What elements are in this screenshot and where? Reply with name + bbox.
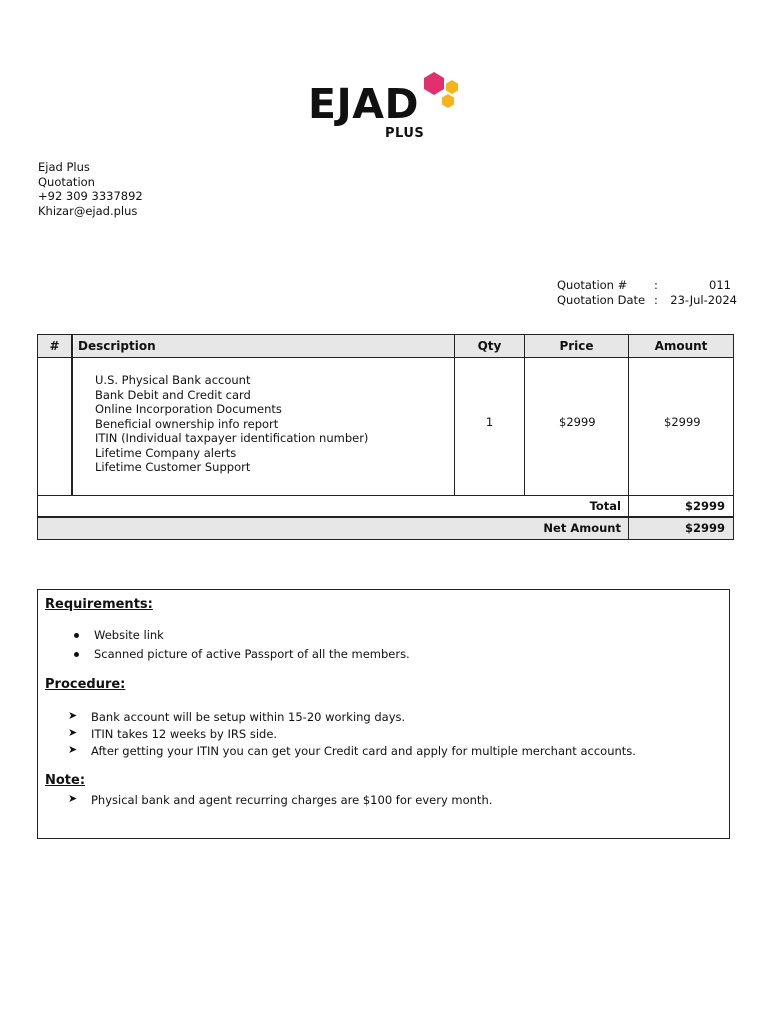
item-price: $2999 bbox=[559, 415, 596, 429]
company-name: Ejad Plus bbox=[38, 160, 90, 174]
procedure-title: Procedure: bbox=[45, 677, 126, 692]
items-table bbox=[37, 334, 734, 540]
note-title: Note: bbox=[45, 773, 86, 788]
quotation-number: 011 bbox=[709, 278, 731, 292]
company-logo bbox=[306, 70, 466, 144]
list-item: Online Incorporation Documents bbox=[95, 402, 282, 416]
list-item: Lifetime Customer Support bbox=[95, 460, 251, 474]
total-value: $2999 bbox=[684, 499, 725, 513]
logo-wordmark: EJAD bbox=[308, 80, 420, 128]
list-item: U.S. Physical Bank account bbox=[95, 373, 251, 387]
header-number: # bbox=[38, 335, 71, 357]
list-item: Beneficial ownership info report bbox=[95, 416, 279, 431]
colon-separator: : bbox=[654, 292, 658, 307]
arrow-bullet-icon: ➤ bbox=[68, 726, 78, 739]
requirement-item: Scanned picture of active Passport of all the members. bbox=[94, 647, 410, 661]
header-qty: Qty bbox=[455, 335, 524, 357]
colon-separator: : bbox=[654, 278, 658, 292]
header-price: Price bbox=[525, 335, 628, 357]
header-amount: Amount bbox=[629, 335, 733, 357]
bullet-icon bbox=[74, 652, 79, 657]
company-email: Khizar@ejad.plus bbox=[38, 203, 138, 218]
quotation-date-label: Quotation Date bbox=[557, 292, 646, 307]
bullet-icon bbox=[74, 633, 79, 638]
description-list bbox=[95, 373, 368, 475]
procedure-item: Bank account will be setup within 15-20 working days. bbox=[91, 710, 406, 724]
header-description: Description bbox=[74, 335, 458, 357]
net-amount-value: $2999 bbox=[684, 521, 725, 535]
arrow-bullet-icon: ➤ bbox=[68, 792, 78, 805]
list-item: Lifetime Company alerts bbox=[95, 445, 237, 460]
quotation-number-row bbox=[557, 278, 737, 293]
net-amount-label: Net Amount bbox=[543, 521, 621, 535]
procedure-item: After getting your ITIN you can get your Credit card and apply for multiple merchant accounts. bbox=[91, 744, 636, 758]
procedure-item: ITIN takes 12 weeks by IRS side. bbox=[91, 727, 278, 741]
logo-subtitle: PLUS bbox=[385, 126, 425, 141]
company-phone: +92 309 3337892 bbox=[38, 189, 143, 203]
list-item: Bank Debit and Credit card bbox=[95, 387, 251, 402]
document-type: Quotation bbox=[38, 174, 95, 189]
total-label: Total bbox=[589, 499, 621, 513]
quotation-date: 23-Jul-2024 bbox=[670, 292, 737, 307]
quotation-number-label: Quotation # bbox=[557, 278, 628, 292]
item-qty: 1 bbox=[485, 415, 494, 429]
requirement-item: Website link bbox=[94, 628, 164, 642]
item-amount: $2999 bbox=[664, 415, 701, 429]
list-item: ITIN (Individual taxpayer identification number) bbox=[95, 431, 369, 445]
hexagon-logo-icon bbox=[420, 70, 464, 110]
terms-box bbox=[37, 589, 730, 839]
arrow-bullet-icon: ➤ bbox=[68, 709, 78, 722]
requirements-title: Requirements: bbox=[45, 597, 153, 612]
company-info bbox=[38, 160, 143, 218]
note-item: Physical bank and agent recurring charges are $100 for every month. bbox=[91, 793, 493, 807]
quotation-meta bbox=[557, 278, 737, 307]
arrow-bullet-icon: ➤ bbox=[68, 743, 78, 756]
quotation-date-row bbox=[557, 293, 737, 308]
